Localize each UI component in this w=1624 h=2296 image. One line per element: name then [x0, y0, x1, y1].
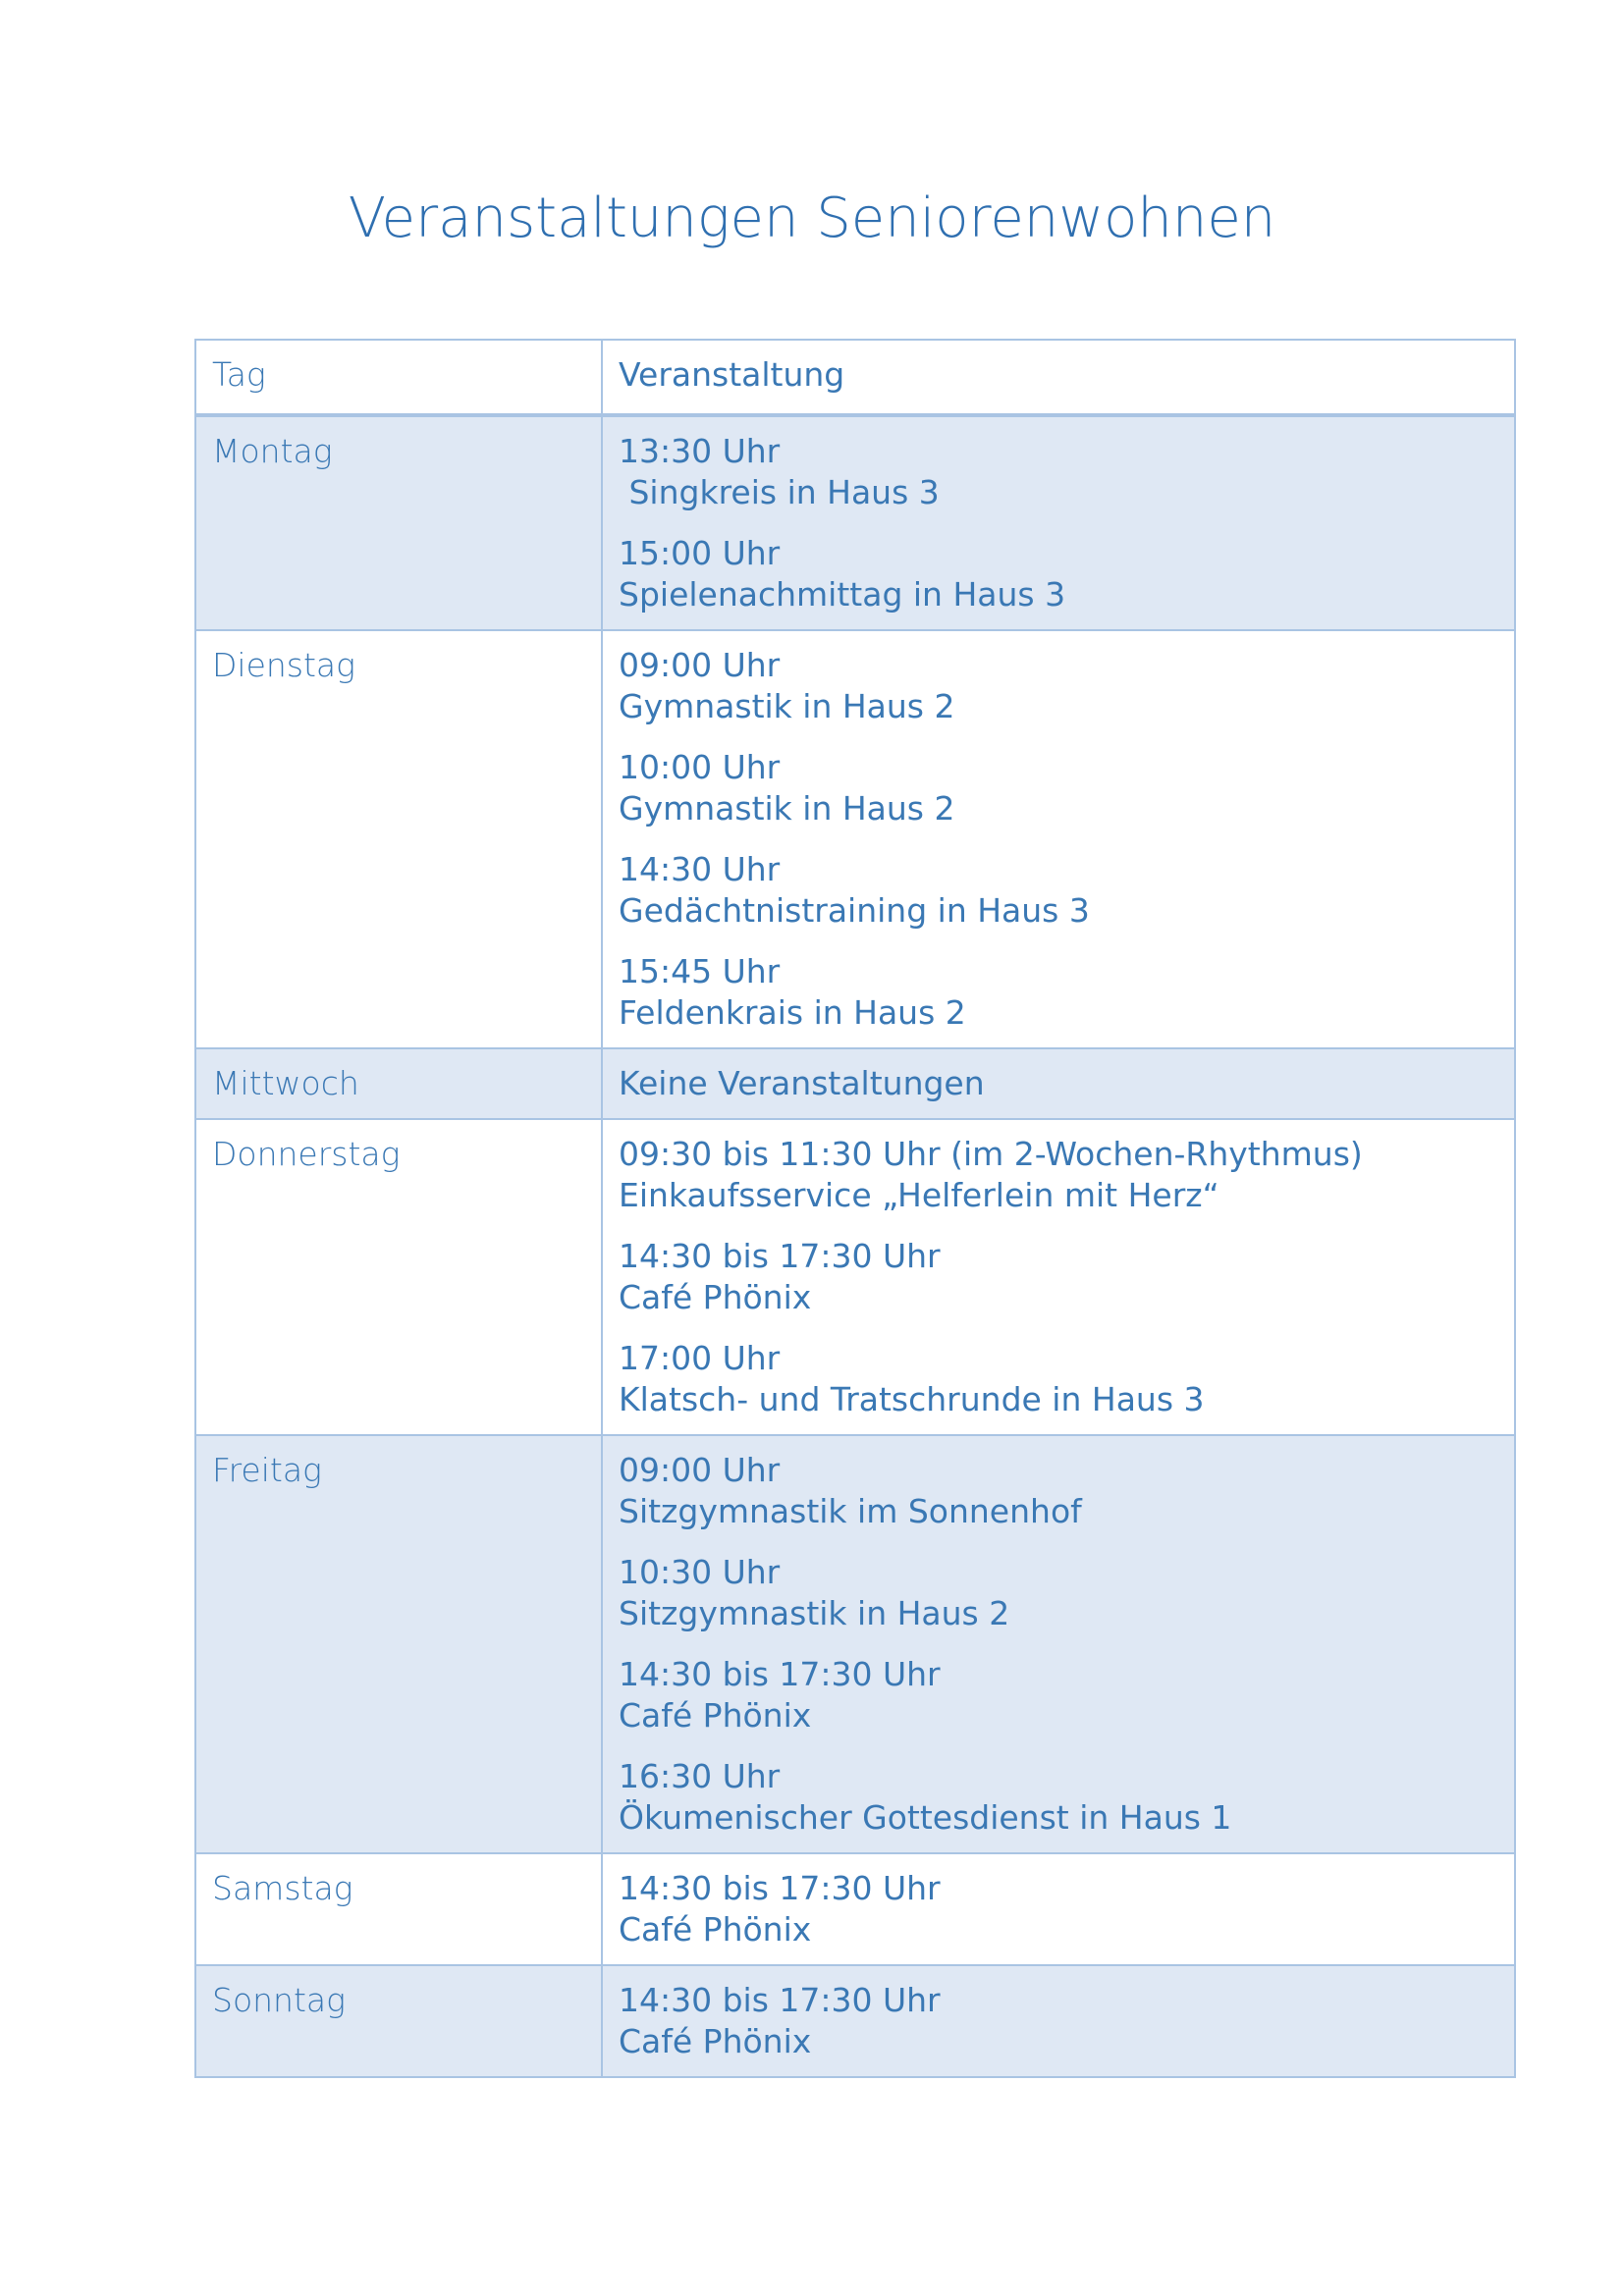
event-item	[619, 1756, 1498, 1839]
events-cell	[603, 631, 1514, 1047]
event-title: Gedächtnistraining in Haus 3	[619, 891, 1090, 930]
events-cell	[603, 1049, 1514, 1118]
table-header-row	[196, 341, 1514, 415]
event-item	[619, 849, 1498, 932]
event-item	[619, 1450, 1498, 1532]
day-cell: Mittwoch	[196, 1049, 603, 1118]
event-item	[619, 1980, 1498, 2062]
table-row	[196, 1434, 1514, 1852]
event-item	[619, 1654, 1498, 1736]
event-time: 14:30 bis 17:30 Uhr	[619, 1655, 941, 1693]
header-day: Tag	[196, 341, 603, 413]
event-item	[619, 431, 1498, 513]
event-time: 14:30 bis 17:30 Uhr	[619, 1869, 941, 1907]
event-time: 09:00 Uhr	[619, 646, 781, 684]
event-item	[619, 533, 1498, 615]
event-title: Ökumenischer Gottesdienst in Haus 1	[619, 1798, 1232, 1837]
events-cell	[603, 1854, 1514, 1964]
day-cell: Dienstag	[196, 631, 603, 1047]
event-item	[619, 1134, 1498, 1216]
table-row	[196, 415, 1514, 629]
schedule-table	[194, 339, 1516, 2078]
event-title: Klatsch- und Tratschrunde in Haus 3	[619, 1380, 1205, 1418]
event-item	[619, 1552, 1498, 1634]
event-title: Café Phönix	[619, 1278, 812, 1316]
table-row	[196, 1047, 1514, 1118]
event-item	[619, 1338, 1498, 1420]
day-cell: Montag	[196, 417, 603, 629]
events-cell	[603, 1966, 1514, 2076]
event-time: 16:30 Uhr	[619, 1757, 781, 1795]
event-title: Singkreis in Haus 3	[619, 473, 940, 511]
event-item	[619, 951, 1498, 1034]
events-cell	[603, 1436, 1514, 1852]
event-item	[619, 1063, 1498, 1104]
event-title: Spielenachmittag in Haus 3	[619, 575, 1066, 614]
event-title: Gymnastik in Haus 2	[619, 687, 955, 725]
event-item	[619, 1236, 1498, 1318]
event-time: 15:45 Uhr	[619, 952, 781, 990]
event-time: 10:00 Uhr	[619, 748, 781, 786]
events-cell	[603, 417, 1514, 629]
event-title: Feldenkrais in Haus 2	[619, 993, 966, 1032]
table-row	[196, 1118, 1514, 1434]
event-item	[619, 1868, 1498, 1950]
event-item	[619, 645, 1498, 727]
event-title: Café Phönix	[619, 1696, 812, 1735]
event-item	[619, 747, 1498, 829]
event-time: 09:00 Uhr	[619, 1451, 781, 1489]
event-time: 10:30 Uhr	[619, 1553, 781, 1591]
event-title: Sitzgymnastik in Haus 2	[619, 1594, 1010, 1632]
table-row	[196, 629, 1514, 1047]
event-time: 14:30 bis 17:30 Uhr	[619, 1981, 941, 2019]
day-cell: Sonntag	[196, 1966, 603, 2076]
page-title: Veranstaltungen Seniorenwohnen	[348, 187, 1276, 250]
event-time: 09:30 bis 11:30 Uhr (im 2-Wochen-Rhythmus)	[619, 1135, 1363, 1173]
day-cell: Samstag	[196, 1854, 603, 1964]
event-title: Sitzgymnastik im Sonnenhof	[619, 1492, 1082, 1530]
event-title: Café Phönix	[619, 2022, 812, 2060]
day-cell: Donnerstag	[196, 1120, 603, 1434]
event-title: Einkaufsservice „Helferlein mit Herz“	[619, 1176, 1219, 1214]
table-row	[196, 1852, 1514, 1964]
event-time: 14:30 Uhr	[619, 850, 781, 888]
event-time: 14:30 bis 17:30 Uhr	[619, 1237, 941, 1275]
event-title: Café Phönix	[619, 1910, 812, 1949]
day-cell: Freitag	[196, 1436, 603, 1852]
event-time: 13:30 Uhr	[619, 432, 781, 470]
table-row	[196, 1964, 1514, 2076]
event-title: Gymnastik in Haus 2	[619, 789, 955, 828]
event-time: 15:00 Uhr	[619, 534, 781, 572]
event-time: Keine Veranstaltungen	[619, 1064, 985, 1102]
event-time: 17:00 Uhr	[619, 1339, 781, 1377]
header-event: Veranstaltung	[619, 355, 845, 394]
events-cell	[603, 1120, 1514, 1434]
